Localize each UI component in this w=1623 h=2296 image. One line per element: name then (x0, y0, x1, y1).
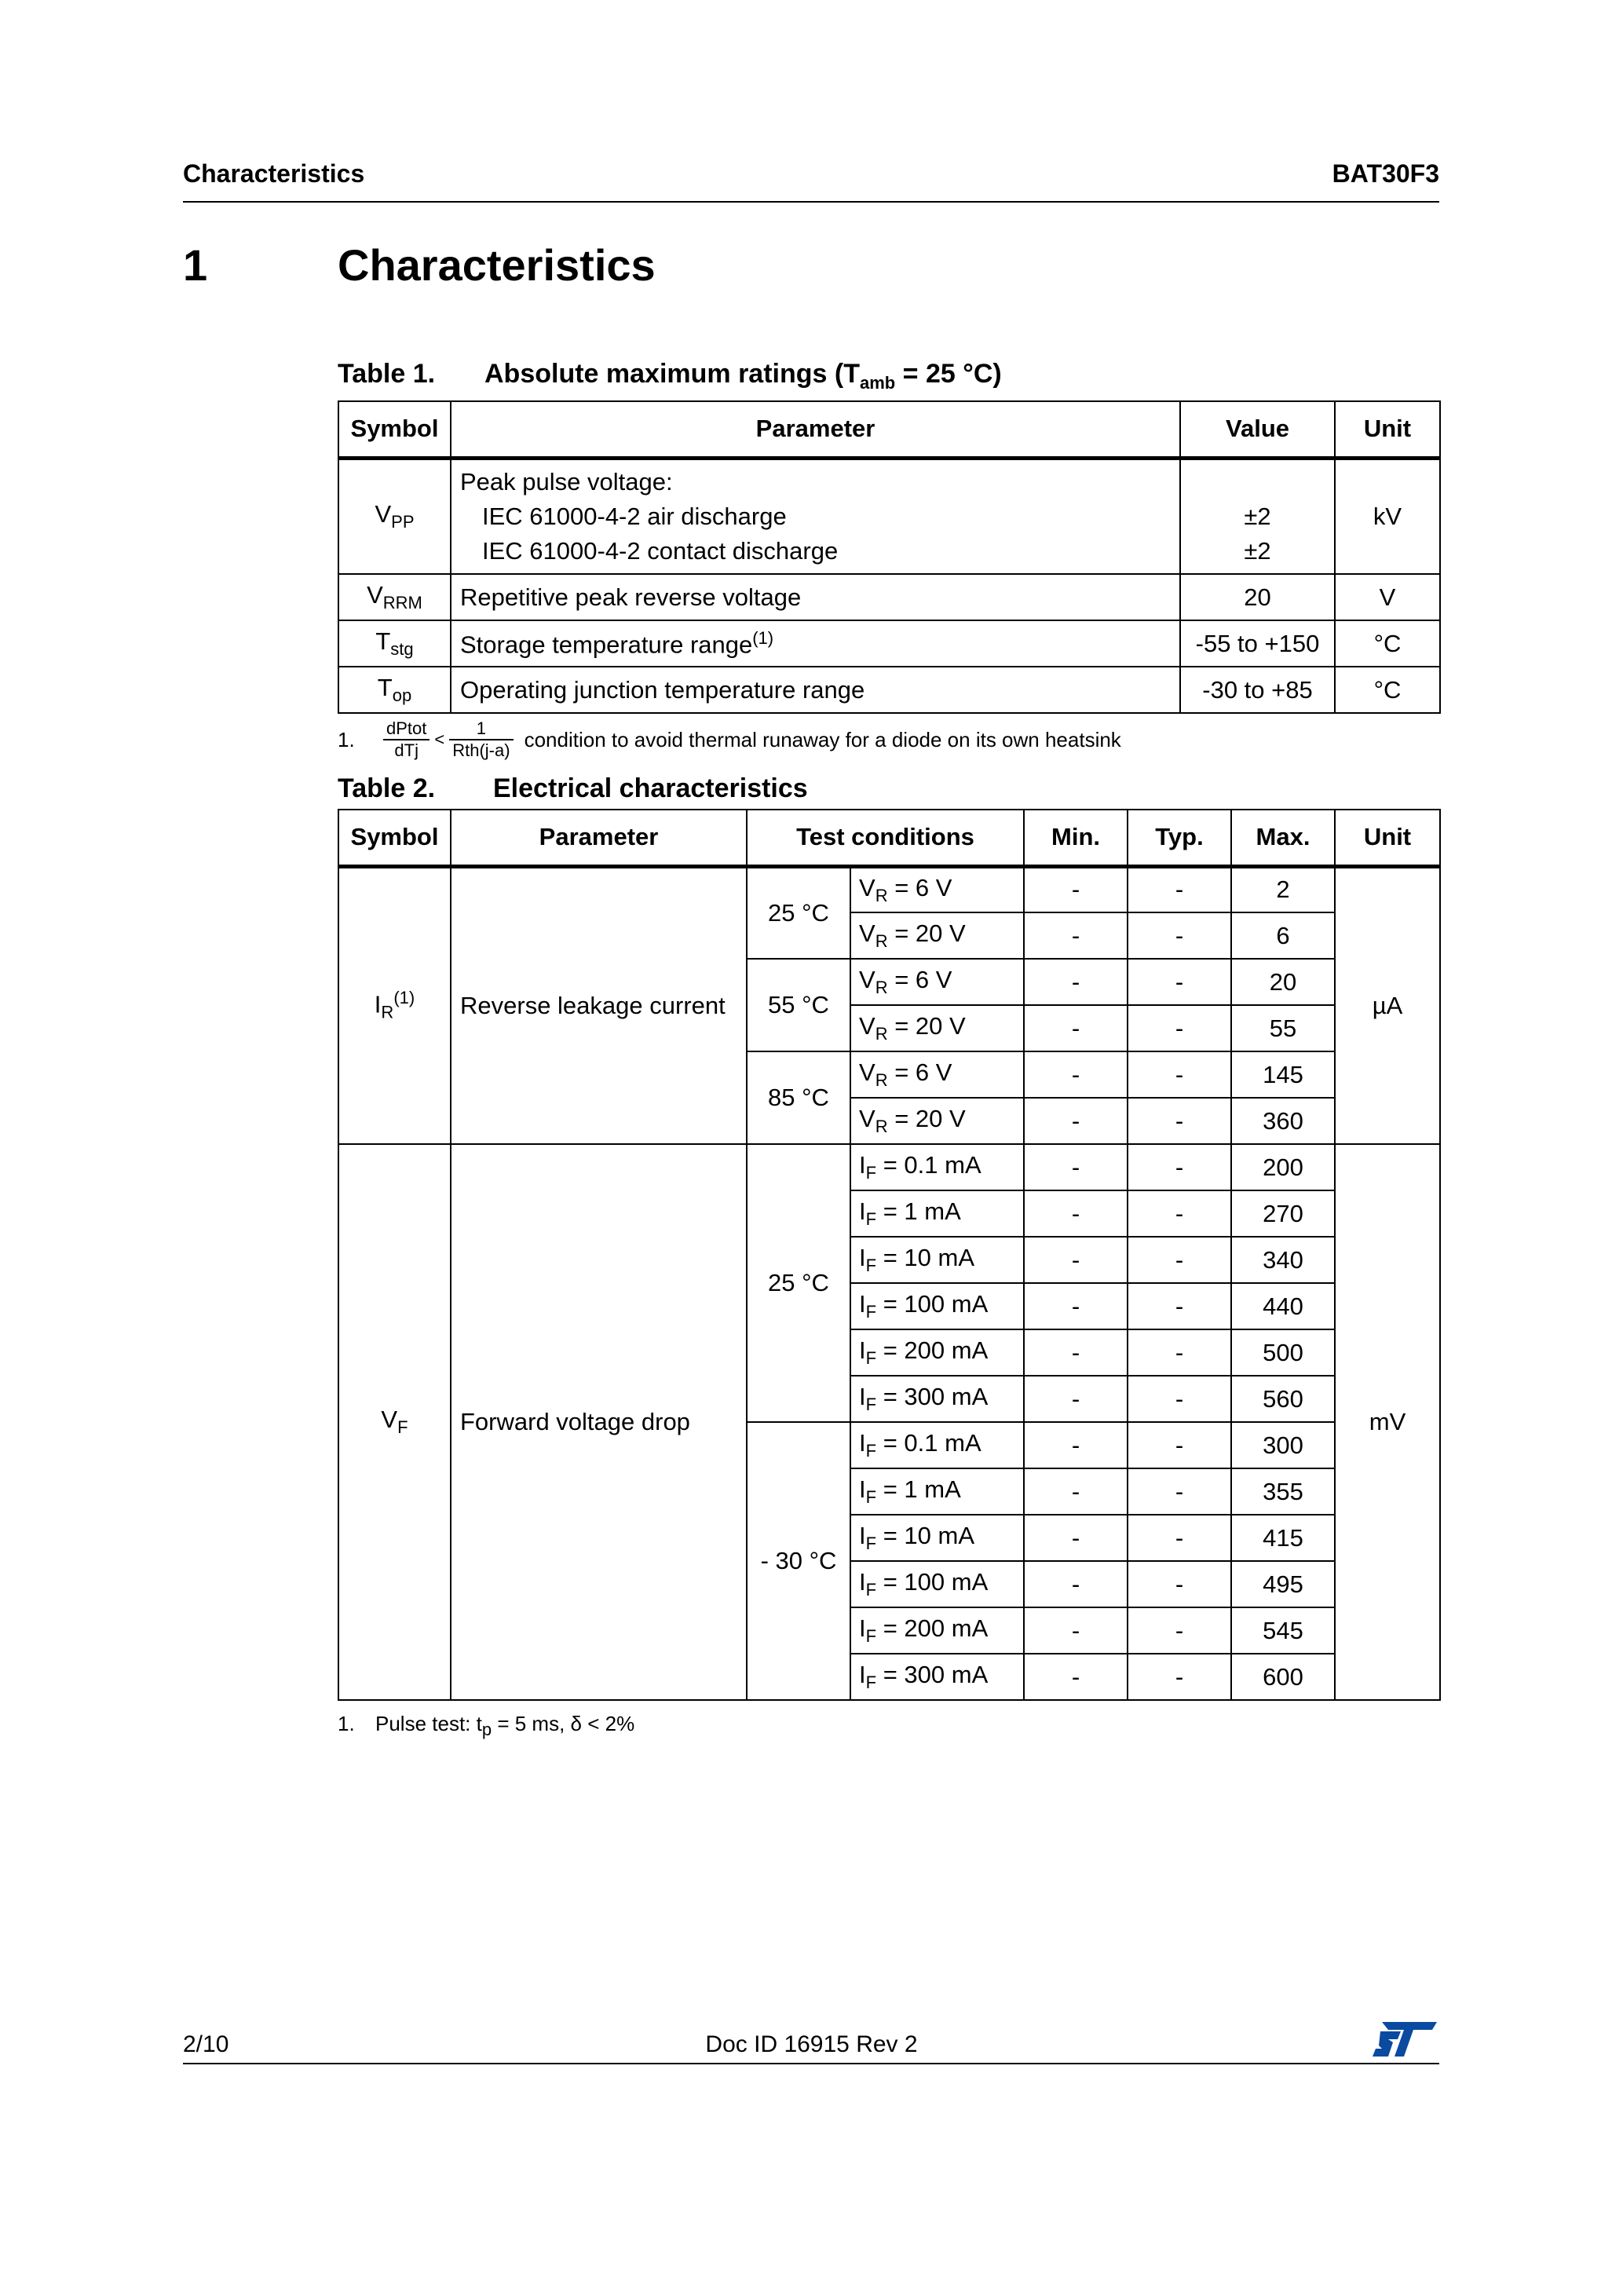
fraction-1-rth: $\frac{1}{\text{Rth(j-a)}}$ (449, 718, 513, 761)
value-vrrm: 20 (1180, 574, 1335, 620)
temperature-cell: 25 °C (747, 1144, 850, 1422)
table1-title: Absolute maximum ratings ($T_{amb} = 25$ °C) (484, 359, 1002, 393)
typ-value: - (1128, 1237, 1231, 1283)
table-row (338, 1144, 1440, 1190)
absolute-max-ratings-table (338, 400, 1441, 714)
test-condition: $I_F = 200$ mA (850, 1329, 1024, 1376)
unit-tstg: °C (1335, 620, 1440, 667)
fraction-dptot-dtj: $\frac{\text{dPtot}}{\text{dTj}}$ (383, 718, 430, 761)
min-value: - (1024, 1654, 1128, 1700)
typ-value: - (1128, 1190, 1231, 1237)
test-condition: $I_F = 10$ mA (850, 1515, 1024, 1561)
temperature-cell: 55 °C (747, 959, 850, 1051)
st-logo (1371, 2019, 1438, 2060)
typ-value: - (1128, 1468, 1231, 1515)
test-condition: $I_F = 0.1$ mA (850, 1144, 1024, 1190)
table-row (338, 667, 1440, 713)
min-value: - (1024, 866, 1128, 912)
typ-value: - (1128, 866, 1231, 912)
test-condition: $I_F = 200$ mA (850, 1607, 1024, 1654)
max-value: 545 (1231, 1607, 1335, 1654)
typ-value: - (1128, 1283, 1231, 1329)
table1-footnote: 1. $\frac{\text{dPtot}}{\text{dTj}}$ < $\frac{1}{\text{Rth(j-a)}}$ condition to avoid thermal runaway for a diode on its own heatsink (338, 718, 1121, 760)
typ-value: - (1128, 1144, 1231, 1190)
symbol-top: $T_{op}$ (338, 667, 451, 713)
test-condition: $I_F = 0.1$ mA (850, 1422, 1024, 1468)
max-value: 200 (1231, 1144, 1335, 1190)
test-condition: $I_F = 1$ mA (850, 1190, 1024, 1237)
max-value: 415 (1231, 1515, 1335, 1561)
min-value: - (1024, 1144, 1128, 1190)
min-value: - (1024, 1607, 1128, 1654)
max-value: 55 (1231, 1005, 1335, 1051)
table-row (338, 574, 1440, 620)
col-header-symbol: Symbol (338, 810, 451, 866)
section-title: Characteristics (338, 240, 656, 290)
temperature-cell: 85 °C (747, 1051, 850, 1144)
running-header-part: BAT30F3 (1332, 159, 1439, 188)
table-row (338, 620, 1440, 667)
table1-label: Table 1. (338, 359, 436, 389)
test-condition: $I_F = 300$ mA (850, 1654, 1024, 1700)
min-value: - (1024, 1561, 1128, 1607)
symbol-vpp: $V_{PP}$ (338, 458, 451, 574)
min-value: - (1024, 1515, 1128, 1561)
symbol-ir: $I_R^{(1)}$ (338, 866, 451, 1144)
max-value: 495 (1231, 1561, 1335, 1607)
typ-value: - (1128, 1098, 1231, 1144)
typ-value: - (1128, 1005, 1231, 1051)
param-vpp: Peak pulse voltage: IEC 61000-4-2 air discharge IEC 61000-4-2 contact discharge (451, 458, 1180, 574)
table2-label: Table 2. (338, 773, 436, 803)
running-header-section: Characteristics (183, 159, 365, 188)
test-condition: $V_R = 20$ V (850, 912, 1024, 959)
typ-value: - (1128, 1376, 1231, 1422)
max-value: 355 (1231, 1468, 1335, 1515)
temperature-cell: 25 °C (747, 866, 850, 959)
col-header-typ: Typ. (1128, 810, 1231, 866)
symbol-vrrm: $V_{RRM}$ (338, 574, 451, 620)
min-value: - (1024, 1237, 1128, 1283)
symbol-vf: $V_F$ (338, 1144, 451, 1700)
typ-value: - (1128, 1329, 1231, 1376)
typ-value: - (1128, 959, 1231, 1005)
param-vf: Forward voltage drop (451, 1144, 747, 1700)
min-value: - (1024, 1190, 1128, 1237)
st-logo-icon (1371, 2019, 1438, 2060)
typ-value: - (1128, 1051, 1231, 1098)
col-header-test-conditions: Test conditions (747, 810, 1024, 866)
unit-ir: µA (1335, 866, 1440, 1144)
min-value: - (1024, 1005, 1128, 1051)
col-header-unit: Unit (1335, 810, 1440, 866)
max-value: 560 (1231, 1376, 1335, 1422)
typ-value: - (1128, 1422, 1231, 1468)
max-value: 500 (1231, 1329, 1335, 1376)
unit-top: °C (1335, 667, 1440, 713)
max-value: 270 (1231, 1190, 1335, 1237)
col-header-unit: Unit (1335, 401, 1440, 458)
table-row (338, 866, 1440, 912)
param-ir: Reverse leakage current (451, 866, 747, 1144)
test-condition: $I_F = 100$ mA (850, 1561, 1024, 1607)
max-value: 145 (1231, 1051, 1335, 1098)
col-header-max: Max. (1231, 810, 1335, 866)
col-header-value: Value (1180, 401, 1335, 458)
max-value: 360 (1231, 1098, 1335, 1144)
value-top: -30 to +85 (1180, 667, 1335, 713)
param-tstg: Storage temperature range$^{(1)}$ (451, 620, 1180, 667)
unit-vrrm: V (1335, 574, 1440, 620)
min-value: - (1024, 1098, 1128, 1144)
unit-vpp: kV (1335, 458, 1440, 574)
footer-rule (183, 2063, 1439, 2064)
value-tstg: -55 to +150 (1180, 620, 1335, 667)
section-number: 1 (183, 240, 208, 290)
param-vrrm: Repetitive peak reverse voltage (451, 574, 1180, 620)
test-condition: $I_F = 100$ mA (850, 1283, 1024, 1329)
test-condition: $V_R = 6$ V (850, 866, 1024, 912)
col-header-parameter: Parameter (451, 810, 747, 866)
typ-value: - (1128, 1654, 1231, 1700)
table2-title: Electrical characteristics (493, 773, 808, 803)
electrical-characteristics-table (338, 809, 1441, 1701)
max-value: 20 (1231, 959, 1335, 1005)
page-number: 2/10 (183, 2031, 229, 2057)
min-value: - (1024, 1283, 1128, 1329)
col-header-min: Min. (1024, 810, 1128, 866)
test-condition: $I_F = 10$ mA (850, 1237, 1024, 1283)
temperature-cell: - 30 °C (747, 1422, 850, 1700)
unit-vf: mV (1335, 1144, 1440, 1700)
test-condition: $I_F = 300$ mA (850, 1376, 1024, 1422)
typ-value: - (1128, 1515, 1231, 1561)
param-top: Operating junction temperature range (451, 667, 1180, 713)
min-value: - (1024, 1329, 1128, 1376)
test-condition: $I_F = 1$ mA (850, 1468, 1024, 1515)
table2-footnote: 1. Pulse test: $t_p = 5$ ms, δ < 2% (338, 1712, 635, 1740)
doc-id: Doc ID 16915 Rev 2 (705, 2031, 918, 2057)
test-condition: $V_R = 6$ V (850, 1051, 1024, 1098)
max-value: 2 (1231, 866, 1335, 912)
min-value: - (1024, 1051, 1128, 1098)
min-value: - (1024, 1468, 1128, 1515)
test-condition: $V_R = 6$ V (850, 959, 1024, 1005)
min-value: - (1024, 1376, 1128, 1422)
value-vpp: ±2 ±2 (1180, 458, 1335, 574)
max-value: 6 (1231, 912, 1335, 959)
test-condition: $V_R = 20$ V (850, 1005, 1024, 1051)
symbol-tstg: $T_{stg}$ (338, 620, 451, 667)
max-value: 440 (1231, 1283, 1335, 1329)
typ-value: - (1128, 912, 1231, 959)
min-value: - (1024, 959, 1128, 1005)
col-header-parameter: Parameter (451, 401, 1180, 458)
max-value: 300 (1231, 1422, 1335, 1468)
min-value: - (1024, 912, 1128, 959)
test-condition: $V_R = 20$ V (850, 1098, 1024, 1144)
max-value: 340 (1231, 1237, 1335, 1283)
typ-value: - (1128, 1561, 1231, 1607)
min-value: - (1024, 1422, 1128, 1468)
col-header-symbol: Symbol (338, 401, 451, 458)
header-rule (183, 201, 1439, 203)
max-value: 600 (1231, 1654, 1335, 1700)
typ-value: - (1128, 1607, 1231, 1654)
table-row (338, 458, 1440, 574)
